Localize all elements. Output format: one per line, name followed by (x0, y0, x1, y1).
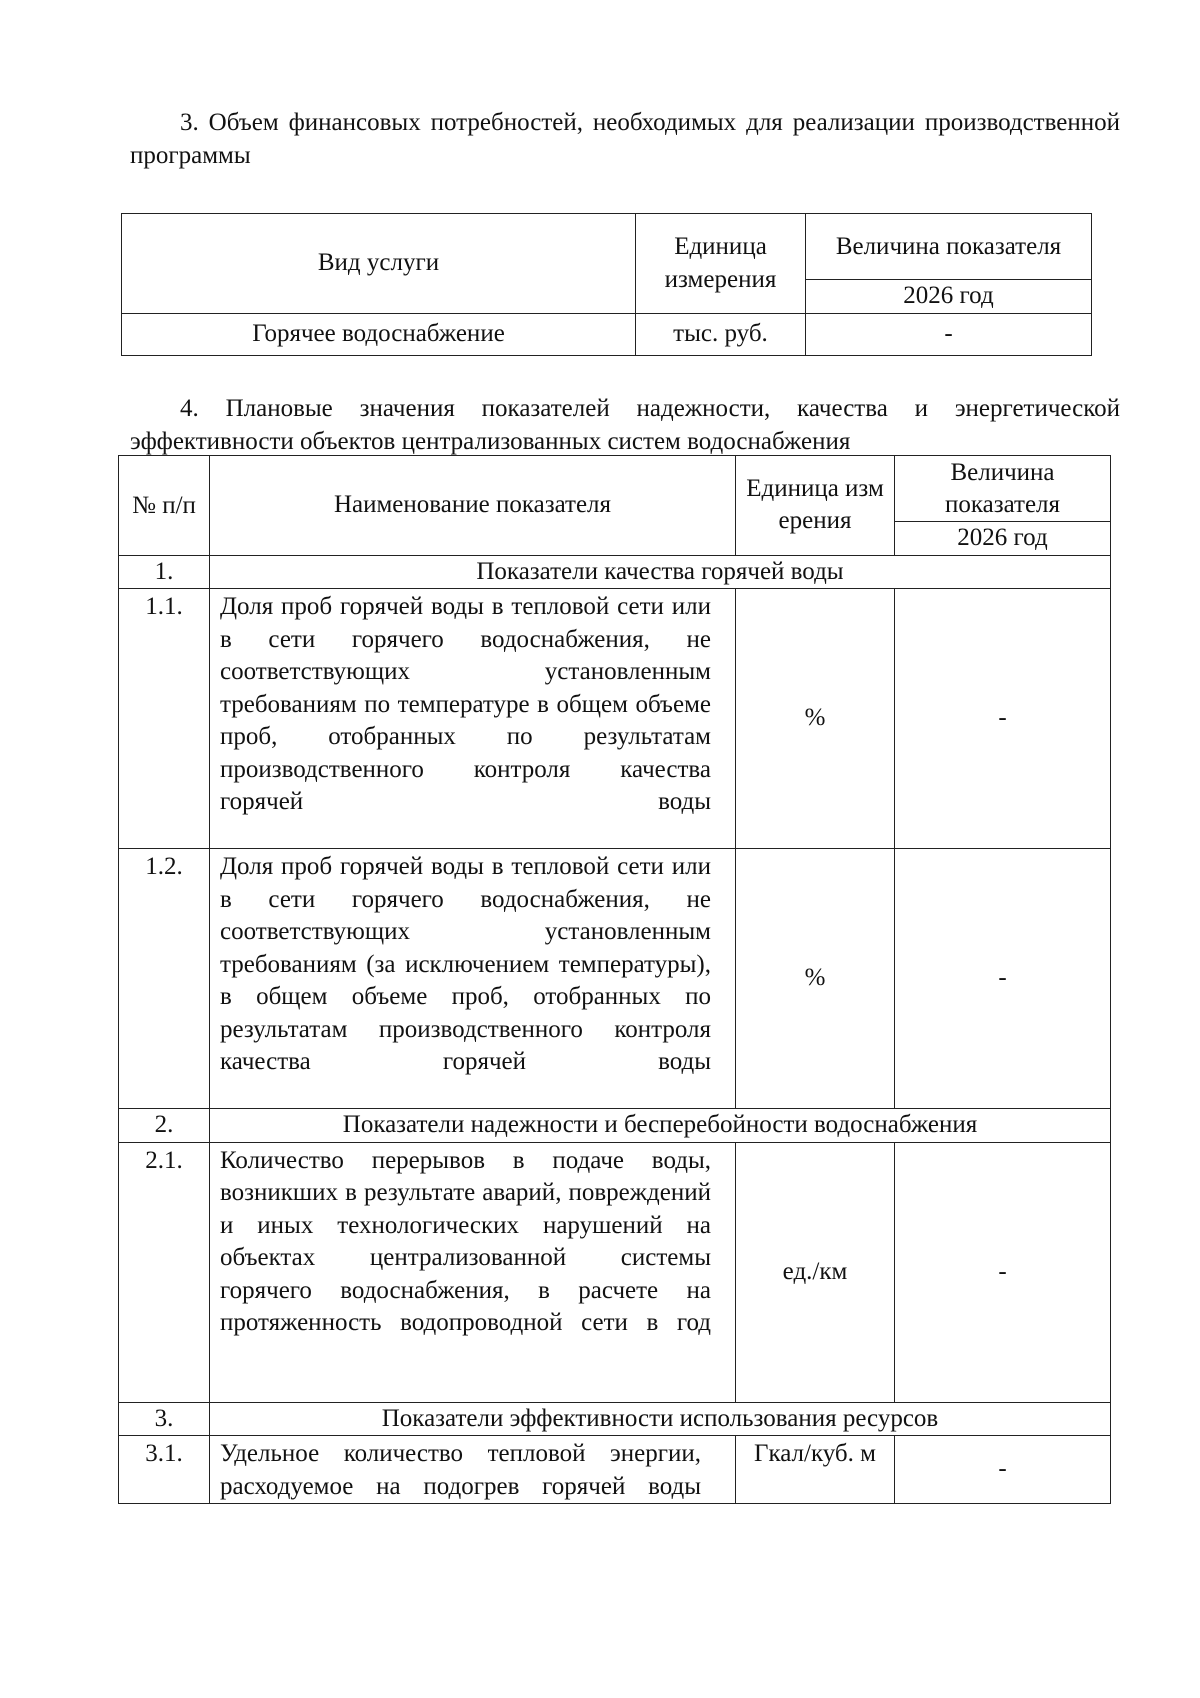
header-unit: Единица измерения (736, 456, 895, 556)
table-row (119, 849, 1111, 1109)
row-value: - (895, 849, 1111, 1109)
table-row (122, 314, 1092, 356)
group-row (119, 1402, 1111, 1436)
row-value: - (895, 589, 1111, 849)
header-service-type: Вид услуги (122, 214, 636, 314)
header-year: 2026 год (895, 522, 1111, 556)
cell-value: - (806, 314, 1092, 356)
row-name: Доля проб горячей воды в тепловой сети или в сети горячего водоснабжения, не соответствующих установленным требованиям по температуре в общем объеме проб, отобранных по результатам производственного контроля качества горячей воды (210, 589, 736, 849)
header-name: Наименование показателя (210, 456, 736, 556)
row-value: - (895, 1436, 1111, 1504)
table-row (119, 1436, 1111, 1504)
header-value: Величина показателя (895, 456, 1111, 522)
group-num: 2. (119, 1109, 210, 1143)
group-row (119, 555, 1111, 589)
section-3-heading: 3. Объем финансовых потребностей, необходимых для реализации производственной программы (130, 109, 1120, 169)
row-value: - (895, 1142, 1111, 1402)
header-year: 2026 год (806, 280, 1092, 314)
row-name: Количество перерывов в подаче воды, возникших в результате аварий, повреждений и иных технологических нарушений на объектах централизованной системы горячего водоснабжения, в расчете на протяженность водопроводной сети в год (210, 1142, 736, 1402)
table-row (119, 1142, 1111, 1402)
header-value: Величина показателя (806, 214, 1092, 280)
row-num: 2.1. (119, 1142, 210, 1402)
group-title: Показатели эффективности использования ресурсов (210, 1402, 1111, 1436)
group-num: 1. (119, 555, 210, 589)
section-4-heading: 4. Плановые значения показателей надежности, качества и энергетической эффективности объектов централизованных систем водоснабжения (130, 395, 1120, 455)
group-row (119, 1109, 1111, 1143)
row-num: 3.1. (119, 1436, 210, 1504)
indicators-table (118, 455, 1111, 1504)
group-title: Показатели качества горячей воды (210, 555, 1111, 589)
header-num: № п/п (119, 456, 210, 556)
cell-unit: тыс. руб. (636, 314, 806, 356)
header-unit: Единица измерения (636, 214, 806, 314)
group-num: 3. (119, 1402, 210, 1436)
table-row (119, 589, 1111, 849)
row-unit: ед./км (736, 1142, 895, 1402)
row-num: 1.1. (119, 589, 210, 849)
financial-needs-table (121, 213, 1092, 356)
row-unit: Гкал/куб. м (736, 1436, 895, 1504)
row-name: Доля проб горячей воды в тепловой сети или в сети горячего водоснабжения, не соответствующих установленным требованиям (за исключением температуры), в общем объеме проб, отобранных по результатам производственного контроля качества горячей воды (210, 849, 736, 1109)
row-unit: % (736, 589, 895, 849)
cell-service: Горячее водоснабжение (122, 314, 636, 356)
group-title: Показатели надежности и бесперебойности водоснабжения (210, 1109, 1111, 1143)
row-num: 1.2. (119, 849, 210, 1109)
row-name: Удельное количество тепловой энергии, расходуемое на подогрев горячей воды (210, 1436, 736, 1504)
row-unit: % (736, 849, 895, 1109)
